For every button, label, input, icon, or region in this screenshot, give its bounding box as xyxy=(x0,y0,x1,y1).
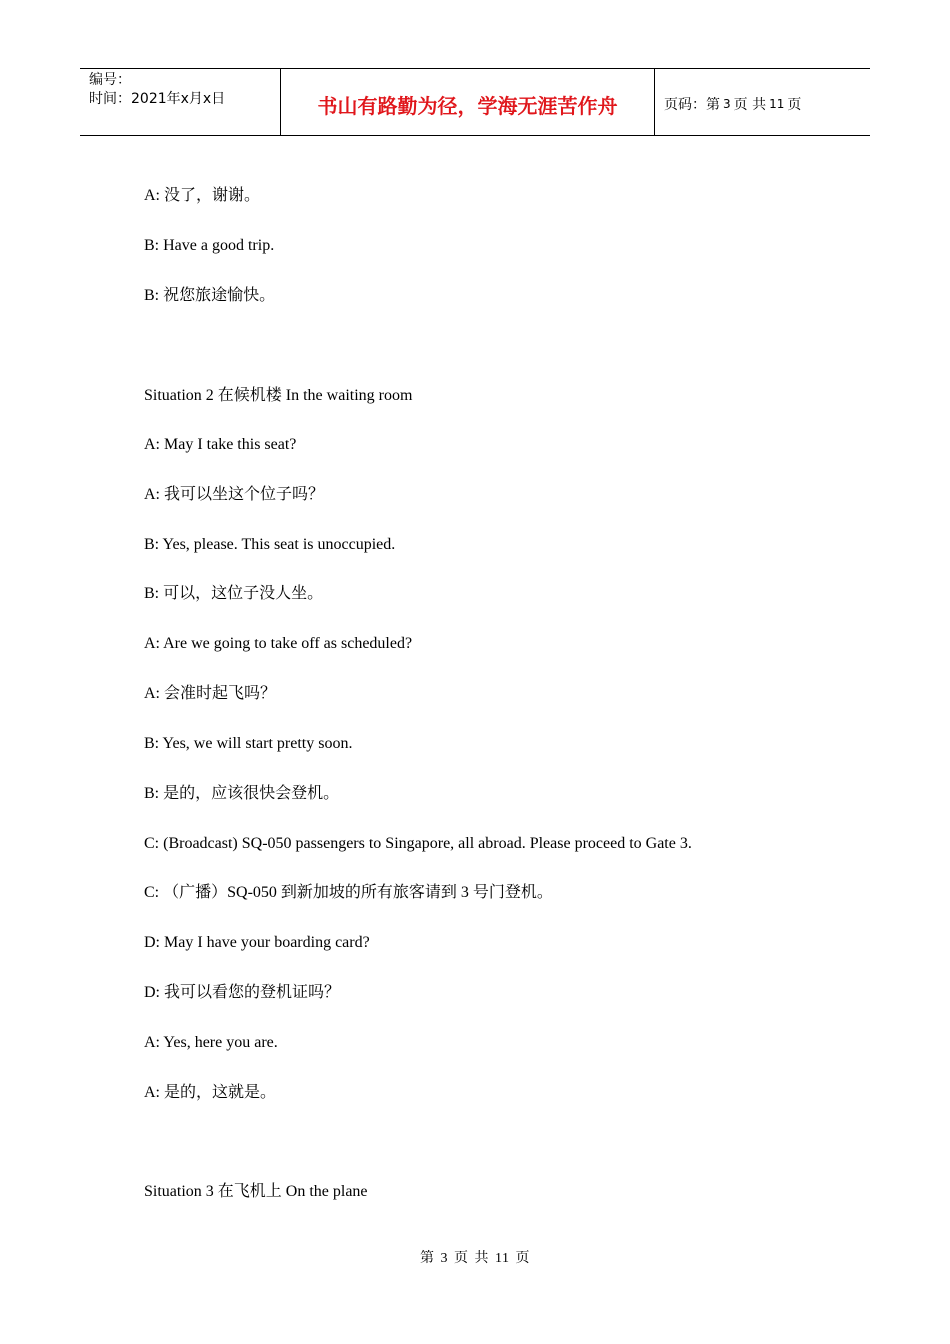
dialogue-line: C: （广播）SQ-050 到新加坡的所有旅客请到 3 号门登机。 xyxy=(144,884,553,901)
document-number-label: 编号： xyxy=(89,72,131,88)
dialogue-line: A: 是的，这就是。 xyxy=(144,1084,277,1101)
dialogue-line: A: May I take this seat? xyxy=(144,436,297,453)
header-motto: 书山有路勤为径，学海无涯苦作舟 xyxy=(281,69,655,135)
footer-page-current: 3 xyxy=(440,1251,448,1266)
page-footer xyxy=(0,1247,950,1267)
situation-heading: Situation 2 在候机楼 In the waiting room xyxy=(144,387,413,404)
page-prefix: 页码：第 xyxy=(664,97,720,113)
footer-di: 第 xyxy=(420,1251,435,1266)
page-total: 11 xyxy=(769,97,785,111)
dialogue-line: B: 可以，这位子没人坐。 xyxy=(144,585,324,602)
dialogue-line: A: 我可以坐这个位子吗？ xyxy=(144,486,325,503)
dialogue-line: D: May I have your boarding card? xyxy=(144,934,370,951)
dialogue-line: A: Are we going to take off as scheduled? xyxy=(144,635,413,652)
dialogue-line: B: Have a good trip. xyxy=(144,237,275,254)
dialogue-line: B: 是的，应该很快会登机。 xyxy=(144,785,340,802)
dialogue-line: D: 我可以看您的登机证吗？ xyxy=(144,984,341,1001)
dialogue-line: B: Yes, please. This seat is unoccupied. xyxy=(144,536,396,553)
page-current: 3 xyxy=(723,97,731,111)
footer-ye: 页 xyxy=(454,1251,469,1266)
dialogue-line: A: 没了，谢谢。 xyxy=(144,187,261,204)
page-suffix: 页 xyxy=(787,97,802,113)
dialogue-line: C: (Broadcast) SQ-050 passengers to Singapore, all abroad. Please proceed to Gate 3. xyxy=(144,835,692,852)
document-date: 时间：2021年x月x日 xyxy=(89,91,226,107)
header-page-info xyxy=(655,69,870,135)
dialogue-line: A: 会准时起飞吗？ xyxy=(144,685,277,702)
page-header xyxy=(80,68,870,136)
header-meta xyxy=(80,69,281,135)
dialogue-line: B: 祝您旅途愉快。 xyxy=(144,287,276,304)
situation-heading: Situation 3 在飞机上 On the plane xyxy=(144,1183,368,1200)
footer-ye-end: 页 xyxy=(515,1251,530,1266)
footer-page-total: 11 xyxy=(495,1251,510,1266)
dialogue-line: A: Yes, here you are. xyxy=(144,1034,278,1051)
dialogue-line: B: Yes, we will start pretty soon. xyxy=(144,735,353,752)
page-mid: 页 共 xyxy=(733,97,767,113)
footer-gong: 共 xyxy=(474,1251,489,1266)
